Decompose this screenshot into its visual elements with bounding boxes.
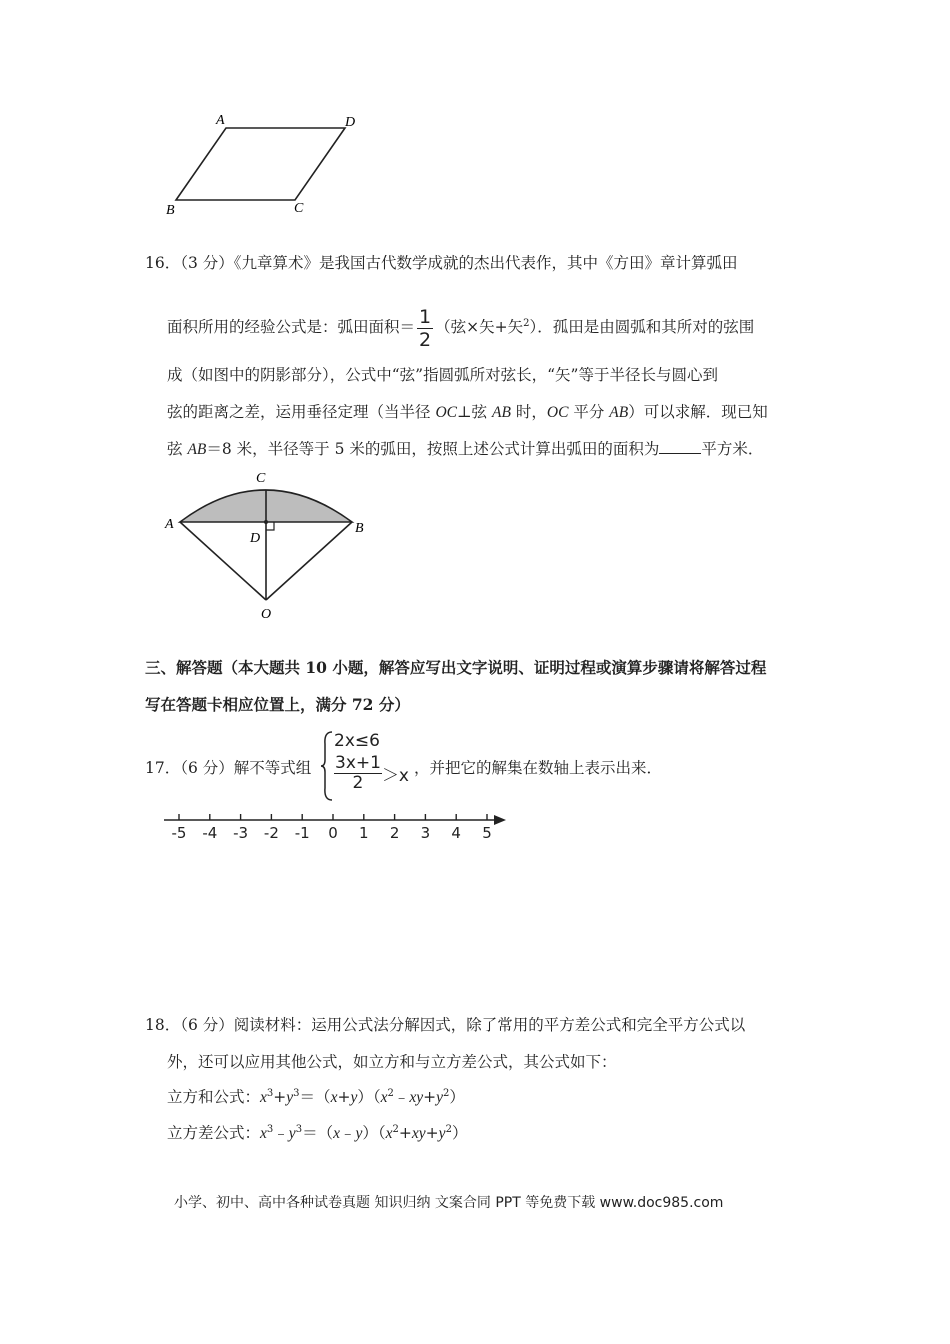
q16-line3: 成（如图中的阴影部分），公式中“弦”指圆弧所对弦长，“矢”等于半径长与圆心到 <box>167 366 718 384</box>
ineq2-relation: ＞x <box>381 766 409 786</box>
parallelogram-figure <box>160 110 370 220</box>
q16-line5-ab: AB <box>187 441 207 458</box>
label-a: A <box>216 113 225 128</box>
inequality-2 <box>334 754 409 793</box>
q18-line1 <box>145 1015 745 1035</box>
number-line <box>160 808 520 848</box>
arc-field-figure <box>160 466 380 624</box>
label-d: D <box>345 115 356 130</box>
q16-line1 <box>145 253 738 273</box>
half-fraction <box>417 306 433 351</box>
number-line-label: 4 <box>451 824 461 842</box>
cube-diff-label: 立方差公式： <box>167 1124 261 1142</box>
label-c: C <box>256 471 266 486</box>
label-o: O <box>261 607 272 622</box>
q17-number: 17． <box>145 759 181 777</box>
q16-line5-a: 弦 <box>167 440 188 458</box>
number-line-label: -4 <box>202 824 218 842</box>
q16-line4-oc1: OC <box>435 404 457 421</box>
q16-line4-b: ⊥弦 <box>456 403 492 421</box>
q18-number: 18． <box>145 1016 181 1034</box>
fraction-denominator: 2 <box>419 328 432 351</box>
q16-line2-paren: （弦×矢+矢 <box>435 318 524 336</box>
fraction-numerator: 1 <box>419 305 432 328</box>
number-line-arrow <box>494 815 506 825</box>
q16-text-line1: 《九章算术》是我国古代数学成就的杰出代表作，其中《方田》章计算弧田 <box>233 254 738 272</box>
q16-line4-ab1: AB <box>492 404 511 421</box>
point-d <box>264 520 268 524</box>
ineq2-numerator: 3x+1 <box>335 753 381 773</box>
number-line-label: 1 <box>359 824 369 842</box>
q17-line <box>145 758 311 778</box>
cube-diff-formula <box>167 1123 467 1144</box>
q16-line2-sup: 2 <box>523 317 530 329</box>
number-line-label: -2 <box>263 824 279 842</box>
number-line-label: -1 <box>294 824 310 842</box>
q17-post: ，并把它的解集在数轴上表示出来． <box>414 759 663 777</box>
ineq2-denominator: 2 <box>352 773 364 793</box>
number-line-label: 5 <box>482 824 492 842</box>
cube-diff-expression: $x^3﹣y^3=(x﹣y)(x^2+xy+y^2)$ <box>260 1123 468 1142</box>
q16-line4-oc2: OC <box>546 404 569 421</box>
parallelogram-shape <box>176 128 345 200</box>
inequality-1: 2x≤6 <box>334 731 380 751</box>
q16-line4-e: ）可以求解．现已知 <box>628 403 768 421</box>
section3-heading-line2: 写在答题卡相应位置上，满分 72 分） <box>145 695 410 714</box>
label-d: D <box>250 531 261 546</box>
number-line-label: -3 <box>233 824 249 842</box>
label-b: B <box>355 521 364 536</box>
cube-sum-formula <box>167 1087 465 1108</box>
q16-line5 <box>167 439 763 460</box>
q16-line4 <box>167 402 768 423</box>
number-line-label: 0 <box>328 824 338 842</box>
cube-sum-label: 立方和公式： <box>167 1088 261 1106</box>
q16-line5-b: ＝8 米，半径等于 5 米的弧田，按照上述公式计算出弧田的面积为 <box>206 440 660 458</box>
q16-number: 16． <box>145 254 181 272</box>
answer-blank <box>659 439 701 454</box>
q16-line4-d: 平分 <box>568 403 610 421</box>
label-c: C <box>294 201 304 216</box>
page-footer: 小学、初中、高中各种试卷真题 知识归纳 文案合同 PPT 等免费下载 www.doc985.com <box>174 1195 724 1211</box>
radius-ob <box>266 522 352 600</box>
q18-line2: 外，还可以应用其他公式，如立方和与立方差公式，其公式如下： <box>167 1053 617 1071</box>
number-line-label: 2 <box>389 824 400 842</box>
inequality-brace <box>320 730 334 802</box>
q17-score: （6 分） <box>180 759 234 777</box>
label-b: B <box>166 203 175 218</box>
q18-text-line1: 阅读材料：运用公式法分解因式，除了常用的平方差公式和完全平方公式以 <box>233 1016 746 1034</box>
number-line-label: -5 <box>171 824 187 842</box>
q16-line4-ab2: AB <box>609 404 629 421</box>
number-line-label: 3 <box>420 824 431 842</box>
q16-line4-a: 弦的距离之差，运用垂径定理（当半径 <box>167 403 436 421</box>
q16-line2-pre: 面积所用的经验公式是：弧田面积＝ <box>167 318 416 336</box>
cube-sum-expression: $x^3+y^3=(x+y)(x^2﹣xy+y^2)$ <box>260 1087 465 1106</box>
label-a: A <box>165 517 174 532</box>
q16-line2-post: ）．孤田是由圆弧和其所对的弦围 <box>529 318 755 336</box>
q16-line4-c: 时， <box>510 403 547 421</box>
q17-pre: 解不等式组 <box>233 759 312 777</box>
q16-score: （3 分） <box>180 254 234 272</box>
q16-line5-c: 平方米． <box>701 440 764 458</box>
q18-score: （6 分） <box>180 1016 234 1034</box>
q16-line2 <box>167 303 754 351</box>
section3-heading-line1: 三、解答题（本大题共 10 小题，解答应写出文字说明、证明过程或演算步骤请将解答过程 <box>145 658 767 677</box>
